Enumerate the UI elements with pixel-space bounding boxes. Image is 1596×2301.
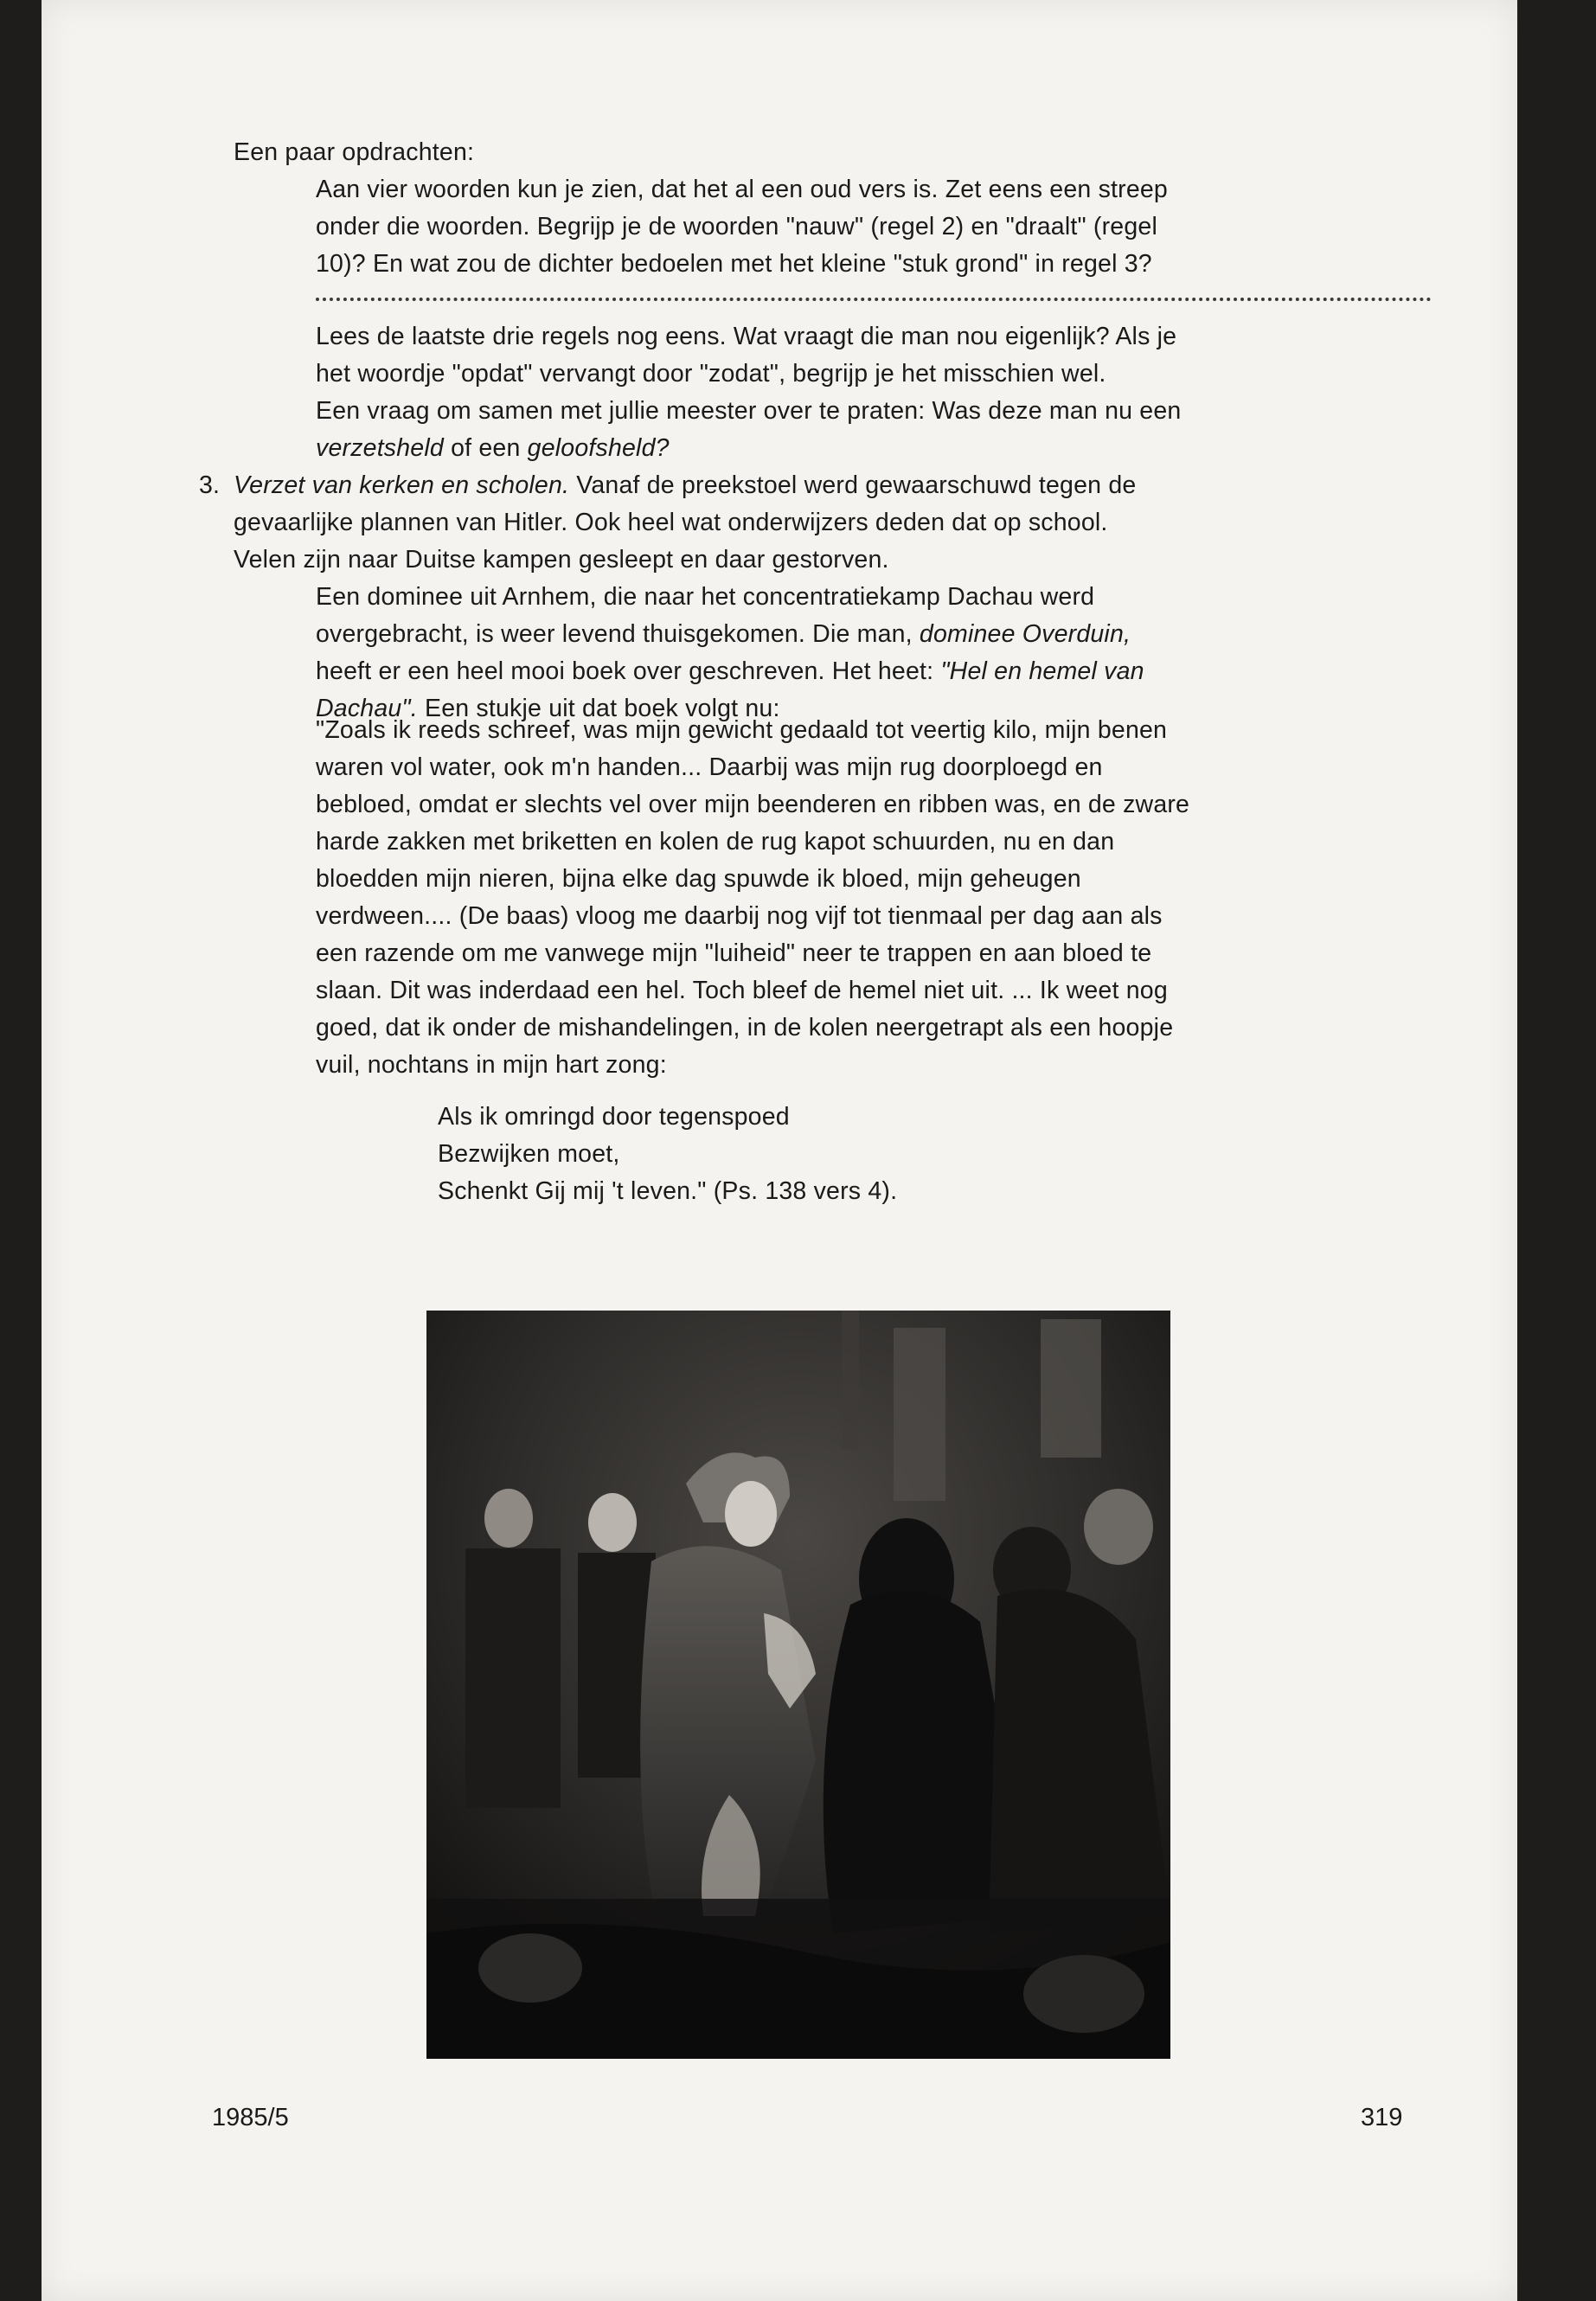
line-text: Vanaf de preekstoel werd gewaarschuwd tegen de xyxy=(569,471,1137,499)
paragraph-line: onder die woorden. Begrijp je de woorden "nauw" (regel 2) en "draalt" (regel xyxy=(316,213,1157,240)
quote-line: waren vol water, ook m'n handen... Daarbij was mijn rug doorploegd en xyxy=(316,753,1103,781)
dominee-paragraph xyxy=(316,579,1432,727)
quote-line: goed, dat ik onder de mishandelingen, in de kolen neergetrapt als een hoopje xyxy=(316,1014,1174,1042)
quote-line: bebloed, omdat er slechts vel over mijn beenderen en ribben was, en de zware xyxy=(316,791,1190,818)
paragraph-line: gevaarlijke plannen van Hitler. Ook heel wat onderwijzers deden dat op school. xyxy=(234,509,1108,536)
photo-illustration xyxy=(426,1311,1170,2059)
italic-term: verzetsheld xyxy=(316,434,444,462)
quote-line: vuil, nochtans in mijn hart zong: xyxy=(316,1051,667,1079)
person-name: dominee Overduin, xyxy=(919,620,1131,648)
psalm-verse xyxy=(438,1099,897,1210)
paragraph-line: Velen zijn naar Duitse kampen gesleept en daar gestorven. xyxy=(234,546,889,574)
historical-photograph xyxy=(426,1311,1170,2059)
quote-line: een razende om me vanwege mijn "luiheid" neer te trappen en aan bloed te xyxy=(316,939,1152,967)
assignment-paragraph-1 xyxy=(316,171,1432,283)
book-quote xyxy=(316,712,1432,1084)
paragraph-line: 10)? En wat zou de dichter bedoelen met het kleine "stuk grond" in regel 3? xyxy=(316,250,1152,278)
section-heading: Een paar opdrachten: xyxy=(234,138,475,166)
verse-line: Bezwijken moet, xyxy=(438,1140,620,1168)
connector-text: of een xyxy=(443,434,528,462)
section-title: Verzet van kerken en scholen. xyxy=(234,471,570,499)
paragraph-line xyxy=(316,653,1432,690)
book-title: Dachau". xyxy=(316,695,418,722)
italic-term: geloofsheld? xyxy=(527,434,670,462)
assignment-paragraph-2 xyxy=(316,318,1432,467)
issue-number: 1985/5 xyxy=(212,2104,289,2131)
paragraph-line: Een vraag om samen met jullie meester over te praten: Was deze man nu een xyxy=(316,397,1182,425)
paragraph-line: Lees de laatste drie regels nog eens. Wat vraagt die man nou eigenlijk? Als je xyxy=(316,323,1177,350)
paragraph-line: Aan vier woorden kun je zien, dat het al een oud vers is. Zet eens een streep xyxy=(316,176,1168,203)
paragraph-line: het woordje "opdat" vervangt door "zodat", begrijp je het misschien wel. xyxy=(316,360,1106,388)
dotted-answer-line xyxy=(316,294,1432,301)
quote-line: slaan. Dit was inderdaad een hel. Toch bleef de hemel niet uit. ... Ik weet nog xyxy=(316,977,1168,1004)
line-text: Een stukje uit dat boek volgt nu: xyxy=(417,695,780,722)
quote-line: harde zakken met briketten en kolen de rug kapot schuurden, nu en dan xyxy=(316,828,1115,856)
line-text: overgebracht, is weer levend thuisgekomen. Die man, xyxy=(316,620,920,648)
numbered-section-3 xyxy=(199,467,1432,579)
quote-line: "Zoals ik reeds schreef, was mijn gewicht gedaald tot veertig kilo, mijn benen xyxy=(316,716,1168,744)
document-page xyxy=(42,0,1517,2301)
section-number: 3. xyxy=(199,471,221,499)
paragraph-line: Een dominee uit Arnhem, die naar het concentratiekamp Dachau werd xyxy=(316,583,1095,611)
book-title: "Hel en hemel van xyxy=(940,657,1144,685)
verse-line: Schenkt Gij mij 't leven." (Ps. 138 vers 4). xyxy=(438,1177,898,1205)
quote-line: bloedden mijn nieren, bijna elke dag spuwde ik bloed, mijn geheugen xyxy=(316,865,1081,893)
paragraph-line xyxy=(316,616,1432,653)
paragraph-line xyxy=(234,467,1432,504)
paragraph-line xyxy=(316,430,1432,467)
line-text: heeft er een heel mooi boek over geschreven. Het heet: xyxy=(316,657,941,685)
verse-line: Als ik omringd door tegenspoed xyxy=(438,1103,790,1131)
page-number: 319 xyxy=(1361,2104,1403,2131)
quote-line: verdween.... (De baas) vloog me daarbij nog vijf tot tienmaal per dag aan als xyxy=(316,902,1163,930)
